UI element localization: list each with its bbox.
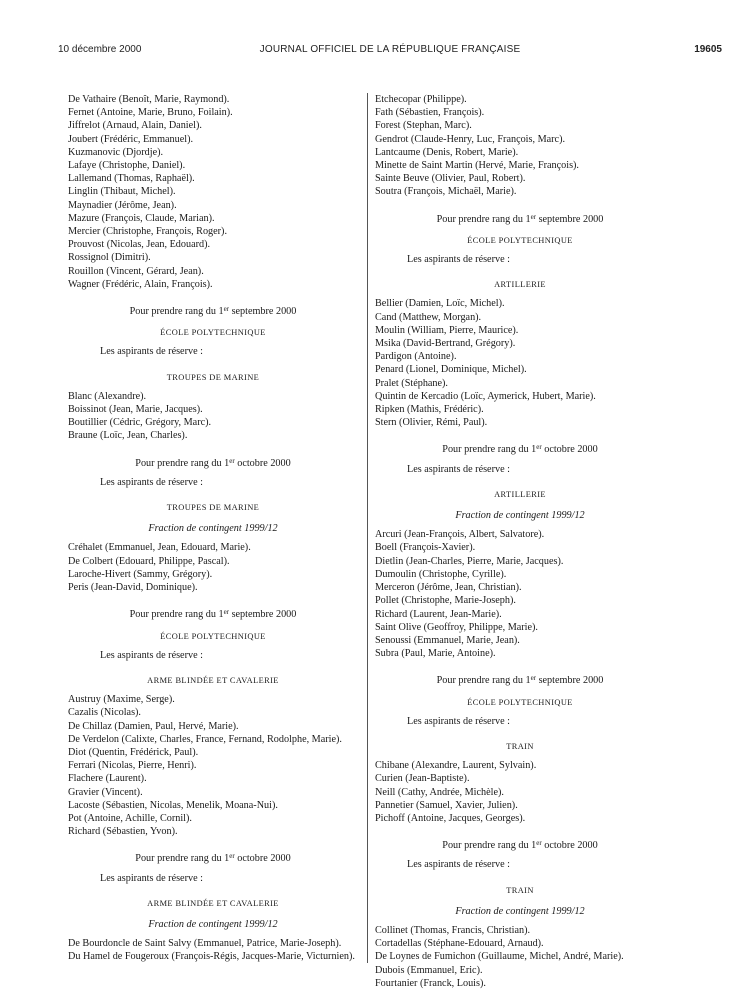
fraction-heading: Fraction de contingent 1999/12 — [455, 905, 585, 917]
list-item: Ripken (Mathis, Frédéric). — [375, 404, 484, 416]
list-item: Rouillon (Vincent, Gérard, Jean). — [68, 265, 204, 277]
issue-date: 10 décembre 2000 — [58, 44, 142, 55]
rank-date: Pour prendre rang du 1er septembre 2000 — [436, 674, 604, 687]
list-item: De Loynes de Fumichon (Guillaume, Michel, André, Marie). — [375, 951, 624, 963]
arm-heading: ARTILLERIE — [494, 489, 546, 499]
page-header — [58, 44, 722, 60]
list-item: Arcuri (Jean-François, Albert, Salvatore). — [375, 529, 545, 541]
list-item: Créhalet (Emmanuel, Jean, Edouard, Marie). — [68, 542, 251, 554]
list-item: Rossignol (Dimitri). — [68, 252, 151, 264]
page-number: 19605 — [694, 44, 722, 55]
list-item: Diot (Quentin, Frédérick, Paul). — [68, 746, 199, 758]
left-column — [68, 93, 358, 964]
list-item: Richard (Laurent, Jean-Marie). — [375, 608, 502, 620]
list-item: De Colbert (Edouard, Philippe, Pascal). — [68, 555, 230, 567]
arm-heading: TROUPES DE MARINE — [166, 372, 260, 382]
list-item: Merceron (Jérôme, Jean, Christian). — [375, 582, 522, 594]
list-item: Cortadellas (Stéphane-Edouard, Arnaud). — [375, 938, 544, 950]
list-item: Boell (François-Xavier). — [375, 542, 476, 554]
name-list — [68, 390, 358, 443]
name-list — [375, 759, 665, 825]
list-item: Boutillier (Cédric, Grégory, Marc). — [68, 417, 212, 429]
arm-heading: TROUPES DE MARINE — [166, 503, 260, 513]
school-heading: ÉCOLE POLYTECHNIQUE — [160, 631, 266, 641]
list-item: Msika (David-Bertrand, Grégory). — [375, 338, 516, 350]
arm-heading: ARTILLERIE — [494, 280, 546, 290]
list-item: Lacoste (Sébastien, Nicolas, Menelik, Moana-Nui). — [68, 799, 278, 811]
rank-date: Pour prendre rang du 1er octobre 2000 — [135, 852, 291, 865]
list-item: Mercier (Christophe, François, Roger). — [68, 226, 227, 238]
list-item: Moulin (William, Pierre, Maurice). — [375, 324, 519, 336]
aspirants-line: Les aspirants de réserve : — [407, 463, 510, 475]
list-item: Prouvost (Nicolas, Jean, Edouard). — [68, 239, 211, 251]
list-item: Lantcaume (Denis, Robert, Marie). — [375, 146, 519, 158]
rank-date: Pour prendre rang du 1er octobre 2000 — [442, 443, 598, 456]
list-item: Austruy (Maxime, Serge). — [68, 694, 175, 706]
list-item: Richard (Sébastien, Yvon). — [68, 826, 178, 838]
name-list — [68, 93, 358, 291]
school-heading: ÉCOLE POLYTECHNIQUE — [467, 235, 573, 245]
list-item: Mazure (François, Claude, Marian). — [68, 212, 215, 224]
list-item: Chibane (Alexandre, Laurent, Sylvain). — [375, 760, 537, 772]
list-item: Saint Olive (Geoffroy, Philippe, Marie). — [375, 621, 538, 633]
list-item: Peris (Jean-David, Dominique). — [68, 582, 198, 594]
list-item: De Vathaire (Benoît, Marie, Raymond). — [68, 94, 230, 105]
list-item: Pralet (Stéphane). — [375, 377, 448, 389]
name-list — [375, 924, 665, 990]
school-heading: ÉCOLE POLYTECHNIQUE — [467, 697, 573, 707]
name-list — [375, 297, 665, 429]
aspirants-line: Les aspirants de réserve : — [100, 872, 203, 884]
list-item: Lallemand (Thomas, Raphaël). — [68, 173, 195, 185]
rank-date: Pour prendre rang du 1er octobre 2000 — [135, 456, 291, 469]
list-item: Senoussi (Emmanuel, Marie, Jean). — [375, 634, 520, 646]
list-item: Collinet (Thomas, Francis, Christian). — [375, 924, 531, 936]
list-item: Du Hamel de Fougeroux (François-Régis, Jacques-Marie, Victurnien). — [68, 951, 355, 963]
list-item: Laroche-Hivert (Sammy, Grégory). — [68, 568, 213, 580]
aspirants-line: Les aspirants de réserve : — [100, 346, 203, 358]
list-item: Bellier (Damien, Loïc, Michel). — [375, 298, 505, 310]
list-item: Blanc (Alexandre). — [68, 390, 147, 402]
fraction-heading: Fraction de contingent 1999/12 — [148, 523, 278, 535]
list-item: Braune (Loïc, Jean, Charles). — [68, 430, 188, 442]
list-item: Joubert (Frédéric, Emmanuel). — [68, 133, 194, 145]
list-item: Lafaye (Christophe, Daniel). — [68, 160, 186, 172]
list-item: Pot (Antoine, Achille, Cornil). — [68, 812, 192, 824]
aspirants-line: Les aspirants de réserve : — [100, 476, 203, 488]
list-item: Soutra (François, Michaël, Marie). — [375, 186, 517, 198]
aspirants-line: Les aspirants de réserve : — [407, 859, 510, 871]
list-item: Ferrari (Nicolas, Pierre, Henri). — [68, 760, 197, 772]
name-list — [68, 693, 358, 733]
list-item: Pardigon (Antoine). — [375, 351, 457, 363]
list-item: Fourtanier (Franck, Louis). — [375, 977, 486, 989]
list-item: Dubois (Emmanuel, Eric). — [375, 964, 483, 976]
list-item: Flachere (Laurent). — [68, 773, 147, 785]
list-item: De Bourdoncle de Saint Salvy (Emmanuel, Patrice, Marie-Joseph). — [68, 938, 342, 950]
aspirants-line: Les aspirants de réserve : — [407, 254, 510, 266]
name-list — [375, 528, 665, 660]
list-item: Jiffrelot (Arnaud, Alain, Daniel). — [68, 120, 202, 132]
name-list — [68, 746, 358, 838]
list-item: Maynadier (Jérôme, Jean). — [68, 199, 177, 211]
list-item: Quintin de Kercadio (Loïc, Aymerick, Hubert, Marie). — [375, 390, 596, 402]
list-item: Wagner (Frédéric, Alain, François). — [68, 278, 213, 290]
rank-date: Pour prendre rang du 1er octobre 2000 — [442, 839, 598, 852]
list-item: Gendrot (Claude-Henry, Luc, François, Marc). — [375, 133, 566, 145]
fraction-heading: Fraction de contingent 1999/12 — [455, 510, 585, 522]
arm-heading: TRAIN — [506, 885, 534, 895]
arm-heading: TRAIN — [506, 741, 534, 751]
list-item: Minette de Saint Martin (Hervé, Marie, François). — [375, 160, 579, 172]
list-item: Sainte Beuve (Olivier, Paul, Robert). — [375, 173, 526, 185]
aspirants-line: Les aspirants de réserve : — [100, 649, 203, 661]
list-item: Penard (Lionel, Dominique, Michel). — [375, 364, 527, 376]
list-item: Forest (Stephan, Marc). — [375, 120, 472, 132]
list-item: Gravier (Vincent). — [68, 786, 143, 798]
school-heading: ÉCOLE POLYTECHNIQUE — [160, 328, 266, 338]
rank-date: Pour prendre rang du 1er septembre 2000 — [129, 305, 297, 318]
list-item: Subra (Paul, Marie, Antoine). — [375, 648, 496, 660]
rank-date: Pour prendre rang du 1er septembre 2000 — [436, 212, 604, 225]
arm-heading: ARME BLINDÉE ET CAVALERIE — [147, 898, 279, 908]
list-item: Stern (Olivier, Rémi, Paul). — [375, 417, 488, 429]
list-item: Pollet (Christophe, Marie-Joseph). — [375, 595, 516, 607]
list-item: Pannetier (Samuel, Xavier, Julien). — [375, 799, 518, 811]
list-item: De Chillaz (Damien, Paul, Hervé, Marie). — [68, 720, 239, 732]
list-item: Dietlin (Jean-Charles, Pierre, Marie, Jacques). — [375, 555, 564, 567]
list-item: Linglin (Thibaut, Michel). — [68, 186, 176, 198]
list-item: Neill (Cathy, Andrée, Michèle). — [375, 786, 504, 798]
name-list — [68, 937, 358, 963]
list-item: Curien (Jean-Baptiste). — [375, 773, 470, 785]
fraction-heading: Fraction de contingent 1999/12 — [148, 918, 278, 930]
journal-title: JOURNAL OFFICIEL DE LA RÉPUBLIQUE FRANÇAISE — [259, 44, 521, 55]
list-item: Etchecopar (Philippe). — [375, 94, 467, 105]
right-column — [375, 93, 665, 990]
list-item: Fath (Sébastien, François). — [375, 107, 485, 119]
list-item: Boissinot (Jean, Marie, Jacques). — [68, 404, 203, 416]
arm-heading: ARME BLINDÉE ET CAVALERIE — [147, 675, 279, 685]
aspirants-line: Les aspirants de réserve : — [407, 715, 510, 727]
name-list — [68, 541, 358, 594]
list-item: Cand (Matthew, Morgan). — [375, 311, 482, 323]
list-item: Fernet (Antoine, Marie, Bruno, Foilain). — [68, 107, 233, 119]
rank-date: Pour prendre rang du 1er septembre 2000 — [129, 608, 297, 621]
name-list — [375, 93, 665, 199]
list-item: Dumoulin (Christophe, Cyrille). — [375, 568, 507, 580]
list-item: Kuzmanovic (Djordje). — [68, 146, 164, 158]
list-item: De Verdelon (Calixte, Charles, France, Fernand, Rodolphe, Marie). — [68, 733, 342, 745]
column-divider — [367, 93, 368, 963]
list-item: Cazalis (Nicolas). — [68, 707, 141, 719]
list-item: Pichoff (Antoine, Jacques, Georges). — [375, 812, 526, 824]
